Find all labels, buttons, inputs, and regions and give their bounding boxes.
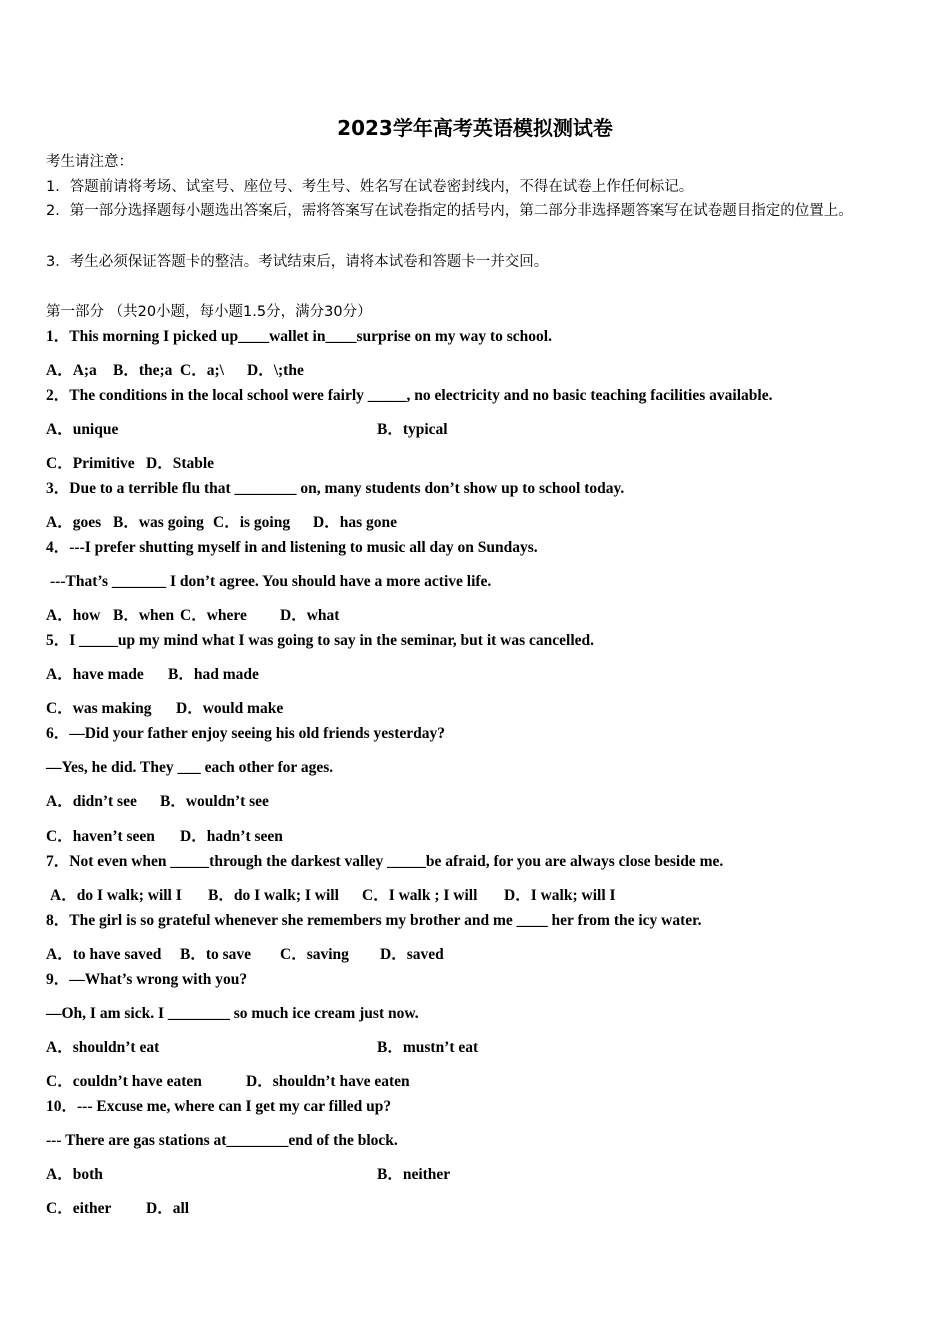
option-d: D．\;the [247,362,304,379]
option-d: D．saved [380,946,444,963]
question-stem: 3．Due to a terrible flu that ________ on, many students don’t show up to school today. [46,480,625,497]
page-title: 2023学年高考英语模拟测试卷 [337,116,613,140]
question-stem: 10．--- Excuse me, where can I get my car filled up? [46,1098,392,1115]
option-a: A．A;a [46,362,97,379]
section-heading: 第一部分 （共20小题，每小题1.5分，满分30分） [46,304,372,320]
option-b: B．was going [113,514,204,531]
option-b: B．neither [377,1166,451,1183]
option-d: D．would make [176,700,284,717]
option-d: D．what [280,607,340,624]
notice-item: 3．考生必须保证答题卡的整洁。考试结束后，请将本试卷和答题卡一并交回。 [46,254,549,270]
option-a: A．have made [46,666,144,683]
question-stem: 8．The girl is so grateful whenever she remembers my brother and me ____ her from the icy water. [46,912,702,929]
question-stem: 2．The conditions in the local school were fairly _____, no electricity and no basic teaching facilities available. [46,387,773,404]
option-d: D．I walk; will I [504,887,616,904]
option-d: D．Stable [146,455,215,472]
option-b: B．had made [168,666,259,683]
question-stem: 6．—Did your father enjoy seeing his old friends yesterday? [46,725,445,742]
option-d: D．hadn’t seen [180,828,283,845]
option-c: C．I walk ; I will [362,887,478,904]
option-c: C．haven’t seen [46,828,155,845]
question-stem-line2: —Yes, he did. They ___ each other for ages. [46,759,334,776]
question-stem: 7．Not even when _____through the darkest valley _____be afraid, for you are always close beside me. [46,853,724,870]
question-stem: 1．This morning I picked up____wallet in____surprise on my way to school. [46,328,552,345]
option-c: C．couldn’t have eaten [46,1073,202,1090]
option-a: A．how [46,607,101,624]
question-stem-line2: --- There are gas stations at________end of the block. [46,1132,398,1149]
option-b: B．typical [377,421,448,438]
option-c: C．Primitive [46,455,135,472]
notice-heading: 考生请注意： [46,154,133,170]
option-a: A．goes [46,514,102,531]
option-b: B．to save [180,946,252,963]
option-a: A．both [46,1166,103,1183]
option-d: D．shouldn’t have eaten [246,1073,410,1090]
notice-item: 1．答题前请将考场、试室号、座位号、考生号、姓名写在试卷密封线内，不得在试卷上作任何标记。 [46,179,694,195]
option-b: B．mustn’t eat [377,1039,479,1056]
question-stem: 4．---I prefer shutting myself in and listening to music all day on Sundays. [46,539,538,556]
option-c: C．was making [46,700,152,717]
option-c: C．a;\ [180,362,224,379]
option-c: C．saving [280,946,349,963]
question-stem-line2: ---That’s _______ I don’t agree. You should have a more active life. [50,573,492,590]
option-d: D．all [146,1200,190,1217]
question-stem: 5．I _____up my mind what I was going to say in the seminar, but it was cancelled. [46,632,595,649]
option-c: C．is going [213,514,291,531]
option-a: A．didn’t see [46,793,137,810]
option-a: A．to have saved [46,946,162,963]
notice-item: 2．第一部分选择题每小题选出答案后，需将答案写在试卷指定的括号内，第二部分非选择题答案写在试卷题目指定的位置上。 [46,203,853,219]
option-b: B．wouldn’t see [160,793,269,810]
option-a: A．unique [46,421,119,438]
question-stem: 9．—What’s wrong with you? [46,971,248,988]
option-c: C．where [180,607,247,624]
option-b: B．do I walk; I will [208,887,339,904]
option-a: A．do I walk; will I [50,887,182,904]
option-b: B．the;a [113,362,173,379]
question-stem-line2: —Oh, I am sick. I ________ so much ice cream just now. [46,1005,419,1022]
option-c: C．either [46,1200,112,1217]
option-d: D．has gone [313,514,397,531]
option-a: A．shouldn’t eat [46,1039,160,1056]
option-b: B．when [113,607,175,624]
